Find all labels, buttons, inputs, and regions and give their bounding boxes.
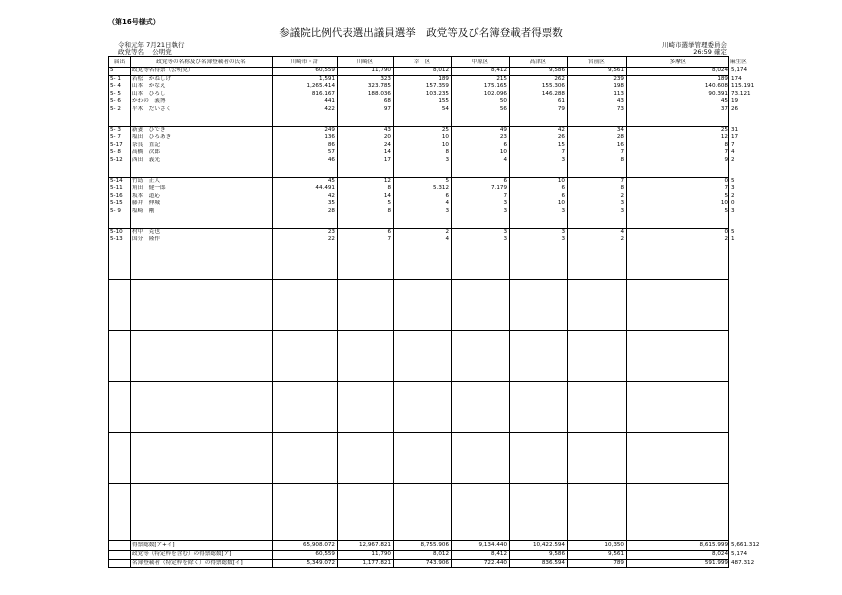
candidate-row-value: 50 (499, 98, 507, 104)
column-divider (130, 57, 131, 567)
totals-row-name: 政党等（特定枠を含む）の得票総数[ア] (132, 550, 232, 557)
candidate-row-value: 140.608 (704, 83, 728, 89)
totals-row-value: 8,755.906 (420, 541, 449, 548)
candidate-row-value: 3 (731, 207, 735, 214)
column-header: 政党等の名称及び名簿登載者の氏名 (156, 59, 246, 65)
party-row-value: 60,559 (315, 67, 335, 73)
form-number: （第16号様式） (108, 18, 160, 26)
candidate-row-value: 90.391 (708, 90, 728, 97)
candidate-row-value: 6 (561, 185, 565, 191)
candidate-row-name: 竹島 正人 (132, 177, 160, 184)
candidate-row-name: 西田 義光 (132, 156, 160, 163)
candidate-row-value: 0 (724, 177, 728, 184)
candidate-row-value: 7 (561, 149, 565, 155)
party-row-no: 5 (110, 67, 114, 73)
candidate-row-value: 215 (496, 75, 507, 82)
candidate-row-no: 5- 1 (110, 75, 121, 82)
candidate-row-name: 奈良 直記 (132, 141, 160, 148)
candidate-row-value: 1 (731, 236, 735, 242)
candidate-row-value: 15 (557, 141, 565, 148)
party-name: 公明党 (152, 48, 172, 56)
candidate-row-value: 43 (383, 126, 391, 133)
totals-row-value: 9,586 (548, 550, 565, 557)
candidate-row-value: 239 (613, 75, 624, 82)
candidate-row-value: 8 (445, 149, 449, 155)
candidate-row-value: 17 (731, 134, 739, 140)
group-divider (109, 483, 728, 484)
party-row-value: 8,024 (711, 67, 728, 73)
candidate-row-value: 146.288 (541, 90, 565, 97)
candidate-row-value: 34 (616, 126, 624, 133)
candidate-row-name: 山本 ひろし (132, 90, 166, 97)
candidate-row-name: 新妻 ひでき (132, 126, 166, 133)
candidate-row-value: 136 (324, 134, 335, 140)
candidate-row-value: 54 (441, 105, 449, 112)
candidate-row-value: 5 (445, 177, 449, 184)
column-header: 高津区 (529, 59, 547, 65)
candidate-row-value: 3 (445, 207, 449, 214)
candidate-row-name: かわの 義博 (132, 98, 166, 104)
totals-row-value: 5,349.072 (306, 559, 335, 566)
group-divider (109, 381, 728, 382)
candidate-row-value: 57 (327, 149, 335, 155)
candidate-row-no: 5-15 (110, 200, 123, 206)
candidate-row-value: 816.167 (311, 90, 335, 97)
candidate-row-value: 8 (620, 185, 624, 191)
candidate-row-value: 10 (557, 200, 565, 206)
candidate-row-name: 塩田 ひろあき (132, 134, 172, 140)
candidate-row-value: 6 (387, 228, 391, 235)
candidate-row-value: 102.096 (483, 90, 507, 97)
candidate-row-value: 323.785 (367, 83, 391, 89)
candidate-row-no: 5- 5 (110, 90, 121, 97)
candidate-row-value: 10 (499, 149, 507, 155)
candidate-row-value: 8 (724, 141, 728, 148)
candidate-row-value: 22 (327, 236, 335, 242)
candidate-row-no: 5- 4 (110, 83, 121, 89)
totals-row-value: 9,134.440 (478, 541, 507, 548)
candidate-row-value: 3 (561, 236, 565, 242)
candidate-row-value: 175.165 (483, 83, 507, 89)
totals-row-value: 8,012 (432, 550, 449, 557)
totals-row-value: 12,967.821 (358, 541, 391, 548)
candidate-row-value: 441 (324, 98, 335, 104)
party-row-value: 11,790 (371, 67, 391, 73)
candidate-row-value: 5 (724, 192, 728, 199)
candidate-row-value: 7 (731, 141, 735, 148)
candidate-row-value: 6 (561, 192, 565, 199)
totals-row-value: 10,422.594 (532, 541, 565, 548)
candidate-row-value: 12 (720, 134, 728, 140)
candidate-row-value: 44.491 (315, 185, 335, 191)
candidate-row-value: 3 (503, 236, 507, 242)
candidate-row-value: 43 (616, 98, 624, 104)
totals-row-value: 8,024 (711, 550, 728, 557)
candidate-row-value: 61 (557, 98, 565, 104)
candidate-row-value: 14 (383, 192, 391, 199)
candidate-row-value: 157.359 (425, 83, 449, 89)
candidate-row-value: 0 (731, 200, 735, 206)
candidate-row-value: 86 (327, 141, 335, 148)
candidate-row-no: 5-11 (110, 185, 123, 191)
candidate-row-value: 17 (383, 156, 391, 163)
candidate-row-name: 山本 かなえ (132, 83, 166, 89)
candidate-row-name: 藤井 伸城 (132, 200, 160, 206)
candidate-row-value: 28 (327, 207, 335, 214)
candidate-row-value: 1,591 (318, 75, 335, 82)
candidate-row-value: 3 (620, 207, 624, 214)
candidate-row-value: 0 (724, 228, 728, 235)
candidate-row-value: 4 (731, 149, 735, 155)
candidate-row-value: 4 (620, 228, 624, 235)
candidate-row-value: 37 (720, 105, 728, 112)
candidate-row-value: 198 (613, 83, 624, 89)
candidate-row-value: 262 (554, 75, 565, 82)
candidate-row-no: 5-17 (110, 141, 123, 148)
column-header: 多摩区 (669, 59, 687, 65)
candidate-row-value: 5 (387, 200, 391, 206)
candidate-row-value: 7.179 (490, 185, 507, 191)
candidate-row-value: 115.191 (731, 83, 755, 89)
party-row-value: 9,586 (548, 67, 565, 73)
candidate-row-no: 5-10 (110, 228, 123, 235)
party-label: 政党等名 (118, 48, 144, 56)
candidate-row-name: 坂本 道応 (132, 192, 160, 199)
candidate-row-value: 73.121 (731, 90, 751, 97)
candidate-row-value: 25 (720, 126, 728, 133)
candidate-row-value: 5 (724, 207, 728, 214)
column-header: 麻生区 (730, 59, 747, 65)
candidate-row-value: 45 (327, 177, 335, 184)
party-row-value: 5,174 (731, 67, 748, 73)
candidate-row-value: 7 (387, 236, 391, 242)
candidate-row-value: 7 (724, 185, 728, 191)
candidate-row-value: 7 (620, 149, 624, 155)
candidate-row-no: 5- 8 (110, 149, 121, 155)
candidate-row-name: 村中 克也 (132, 228, 160, 235)
candidate-row-name: 平木 だいさく (132, 105, 172, 112)
column-header: 川崎区 (356, 59, 374, 65)
candidate-row-value: 68 (383, 98, 391, 104)
party-row-value: 8,412 (490, 67, 507, 73)
totals-row-value: 591.999 (704, 559, 728, 566)
candidate-row-value: 26 (557, 134, 565, 140)
totals-row-value: 487.312 (731, 559, 755, 566)
candidate-row-value: 42 (557, 126, 565, 133)
candidate-row-no: 5- 7 (110, 134, 121, 140)
candidate-row-value: 19 (731, 98, 739, 104)
party-line (118, 47, 172, 56)
candidate-row-value: 4 (445, 200, 449, 206)
party-row-value: 8,012 (432, 67, 449, 73)
candidate-row-value: 28 (616, 134, 624, 140)
candidate-row-value: 3 (503, 207, 507, 214)
candidate-row-value: 2 (724, 236, 728, 242)
totals-row-value: 10,350 (604, 541, 624, 548)
totals-row-value: 1,177.821 (362, 559, 391, 566)
candidate-row-value: 12 (383, 177, 391, 184)
candidate-row-value: 249 (324, 126, 335, 133)
candidate-row-value: 23 (327, 228, 335, 235)
candidate-row-value: 10 (720, 200, 728, 206)
candidate-row-value: 79 (557, 105, 565, 112)
candidate-row-value: 25 (441, 126, 449, 133)
candidate-row-name: 国分 隆作 (132, 236, 160, 242)
candidate-row-no: 5- 9 (110, 207, 121, 214)
candidate-row-value: 103.235 (425, 90, 449, 97)
candidate-row-value: 189 (717, 75, 728, 82)
page-title: 参議院比例代表選出議員選挙 政党等及び名簿登載者得票数 (279, 27, 563, 39)
candidate-row-value: 3 (445, 156, 449, 163)
candidate-row-no: 5-16 (110, 192, 123, 199)
candidate-row-no: 5- 3 (110, 126, 121, 133)
candidate-row-value: 8 (387, 207, 391, 214)
totals-row-value: 743.906 (425, 559, 449, 566)
candidate-row-name: 若松 かねしげ (132, 75, 172, 82)
candidate-row-value: 2 (620, 236, 624, 242)
candidate-row-value: 189 (438, 75, 449, 82)
column-header: 宮前区 (588, 59, 605, 65)
candidate-row-value: 49 (499, 126, 507, 133)
candidate-row-value: 2 (731, 192, 735, 199)
totals-row-value: 836.594 (541, 559, 565, 566)
candidate-row-value: 5 (731, 177, 735, 184)
candidate-row-value: 155.306 (541, 83, 565, 89)
totals-row-value: 9,561 (607, 550, 624, 557)
candidate-row-value: 8 (387, 185, 391, 191)
totals-row-value: 5,661.312 (731, 541, 760, 548)
candidate-row-value: 26 (731, 105, 739, 112)
totals-row-value: 11,790 (371, 550, 391, 557)
candidate-row-value: 7 (724, 149, 728, 155)
candidate-row-value: 323 (380, 75, 391, 82)
candidate-row-value: 24 (383, 141, 391, 148)
candidate-row-value: 35 (327, 200, 335, 206)
candidate-row-value: 422 (324, 105, 335, 112)
candidate-row-value: 5 (731, 228, 735, 235)
totals-row-value: 5,174 (731, 550, 748, 557)
group-divider (109, 432, 728, 433)
candidate-row-value: 2 (731, 156, 735, 163)
candidate-row-value: 4 (503, 156, 507, 163)
candidate-row-value: 5.312 (432, 185, 449, 191)
candidate-row-value: 14 (383, 149, 391, 155)
candidate-row-value: 188.036 (367, 90, 391, 97)
candidate-row-no: 5-12 (110, 156, 123, 163)
candidate-row-value: 1,265.414 (306, 83, 335, 89)
candidate-row-name: 高橋 次郎 (132, 149, 160, 155)
organization-name: 川崎市選挙管理委員会 (662, 41, 727, 49)
election-date: 令和元年 7月21日執行 (118, 41, 185, 49)
candidate-row-value: 3 (561, 228, 565, 235)
candidate-row-value: 3 (503, 200, 507, 206)
candidate-row-value: 3 (561, 156, 565, 163)
candidate-row-value: 3 (731, 185, 735, 191)
column-header: 届出 (113, 59, 126, 65)
totals-row-value: 789 (613, 559, 624, 566)
candidate-row-value: 46 (327, 156, 335, 163)
candidate-row-value: 31 (731, 126, 739, 133)
totals-row-value: 60,559 (315, 550, 335, 557)
candidate-row-value: 3 (561, 207, 565, 214)
confirmed-time: 26:59 確定 (693, 48, 727, 56)
candidate-row-value: 4 (445, 236, 449, 242)
candidate-row-value: 23 (499, 134, 507, 140)
candidate-row-value: 7 (503, 192, 507, 199)
candidate-row-value: 6 (503, 177, 507, 184)
candidate-row-value: 9 (724, 156, 728, 163)
column-header: 川崎市・計 (290, 59, 319, 65)
candidate-row-value: 6 (445, 192, 449, 199)
candidate-row-name: 塩崎 剛 (132, 207, 155, 214)
totals-row-value: 8,615.999 (699, 541, 728, 548)
candidate-row-no: 5-14 (110, 177, 123, 184)
candidate-row-value: 7 (620, 177, 624, 184)
party-row-name: 政党等名得票（公明党） (132, 67, 194, 73)
group-divider (109, 279, 728, 280)
candidate-row-value: 10 (441, 141, 449, 148)
candidate-row-value: 155 (438, 98, 449, 104)
candidate-row-value: 2 (445, 228, 449, 235)
candidate-row-value: 16 (616, 141, 624, 148)
candidate-row-value: 20 (383, 134, 391, 140)
totals-row-name: 得票総数[ア+イ] (132, 541, 175, 548)
candidate-row-no: 5-13 (110, 236, 123, 242)
totals-row-value: 722.440 (483, 559, 507, 566)
candidate-row-value: 45 (720, 98, 728, 104)
candidate-row-value: 97 (383, 105, 391, 112)
candidate-row-value: 56 (499, 105, 507, 112)
candidate-row-value: 73 (616, 105, 624, 112)
candidate-row-value: 3 (503, 228, 507, 235)
candidate-row-value: 6 (503, 141, 507, 148)
candidate-row-value: 3 (620, 200, 624, 206)
column-header: 中原区 (471, 59, 489, 65)
candidate-row-value: 113 (613, 90, 624, 97)
candidate-row-no: 5- 6 (110, 98, 121, 104)
candidate-row-name: 角田 健一郎 (132, 185, 166, 191)
candidate-row-value: 174 (731, 75, 742, 82)
candidate-row-value: 2 (620, 192, 624, 199)
party-row-value: 9,561 (607, 67, 624, 73)
column-header: 幸 区 (413, 59, 431, 65)
candidate-row-value: 42 (327, 192, 335, 199)
candidate-row-value: 10 (557, 177, 565, 184)
candidate-row-value: 8 (620, 156, 624, 163)
totals-row-name: 名簿登載者（特定枠を除く）の得票総数[イ] (132, 559, 243, 566)
totals-row-value: 8,412 (490, 550, 507, 557)
vote-table (108, 56, 760, 568)
group-divider (109, 330, 728, 331)
totals-row-value: 65,908.072 (302, 541, 335, 548)
candidate-row-no: 5- 2 (110, 105, 121, 112)
candidate-row-value: 10 (441, 134, 449, 140)
